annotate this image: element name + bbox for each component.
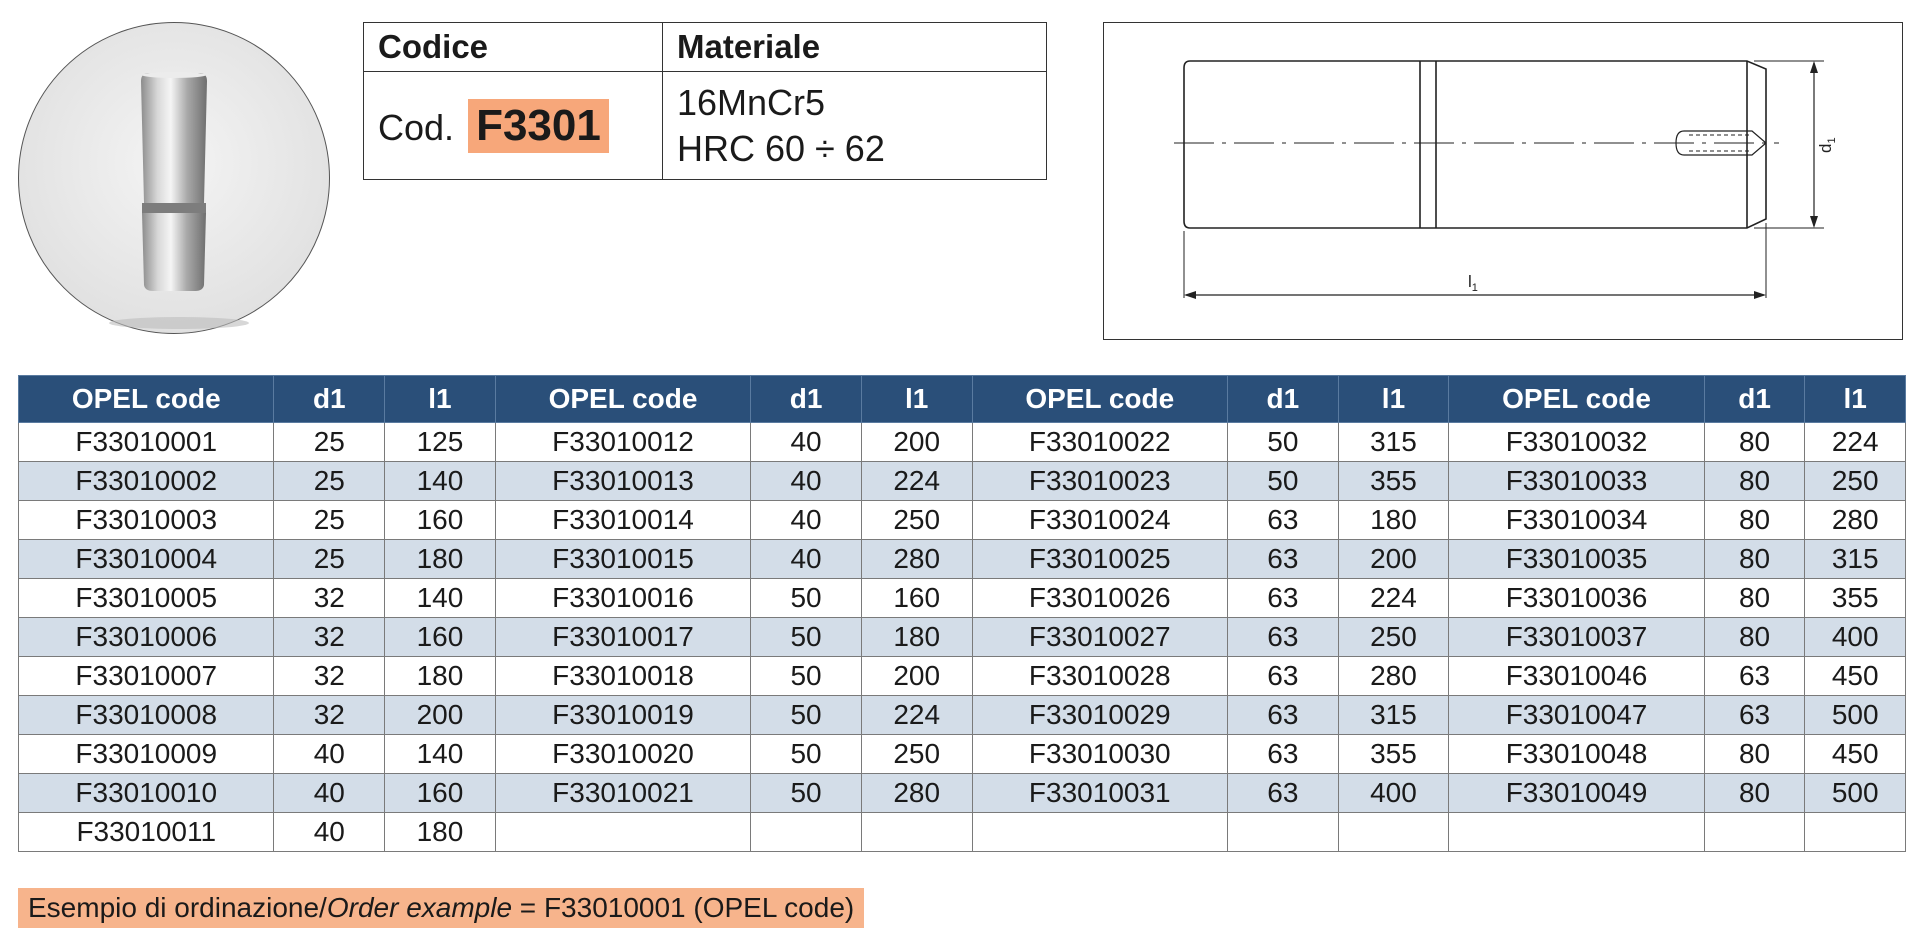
cell-opel-code: F33010018	[495, 657, 750, 696]
cell-l1: 280	[1805, 501, 1906, 540]
cell-opel-code: F33010019	[495, 696, 750, 735]
cell-opel-code: F33010020	[495, 735, 750, 774]
cell-opel-code: F33010046	[1449, 657, 1704, 696]
cell-d1: 80	[1704, 462, 1805, 501]
cell-l1: 180	[385, 657, 496, 696]
cell-opel-code: F33010011	[19, 813, 274, 852]
cell-l1: 160	[385, 501, 496, 540]
cell-d1: 63	[1228, 501, 1339, 540]
cell-opel-code: F33010026	[972, 579, 1227, 618]
header-d1: d1	[1228, 376, 1339, 423]
cell-opel-code: F33010016	[495, 579, 750, 618]
cell-l1: 315	[1338, 423, 1449, 462]
cell-d1: 25	[274, 540, 385, 579]
material-header: Materiale	[663, 23, 1047, 72]
table-row	[19, 696, 1906, 735]
spec-table	[363, 22, 1047, 180]
cell-opel-code: F33010010	[19, 774, 274, 813]
cell-d1: 63	[1228, 696, 1339, 735]
header-opel-code: OPEL code	[495, 376, 750, 423]
table-row	[19, 423, 1906, 462]
header-l1: l1	[385, 376, 496, 423]
cell-opel-code: F33010031	[972, 774, 1227, 813]
product-photo	[18, 22, 330, 334]
cell-d1: 50	[751, 696, 862, 735]
cell-opel-code: F33010024	[972, 501, 1227, 540]
cell-d1: 63	[1228, 579, 1339, 618]
code-value: F3301	[468, 99, 609, 153]
cell-l1: 500	[1805, 774, 1906, 813]
cell-opel-code: F33010048	[1449, 735, 1704, 774]
cell-d1: 32	[274, 618, 385, 657]
cell-d1: 32	[274, 657, 385, 696]
cell-l1: 280	[1338, 657, 1449, 696]
cell-l1: 180	[385, 813, 496, 852]
table-row	[19, 657, 1906, 696]
cell-l1	[1338, 813, 1449, 852]
material-grade: 16MnCr5	[677, 81, 826, 123]
d1-label: $d_1$	[1816, 137, 1838, 153]
cell-d1: 50	[751, 774, 862, 813]
cell-d1: 25	[274, 423, 385, 462]
cell-d1: 80	[1704, 501, 1805, 540]
cell-l1: 224	[861, 696, 972, 735]
cell-l1: 280	[861, 540, 972, 579]
cell-d1: 63	[1228, 657, 1339, 696]
cell-l1: 200	[1338, 540, 1449, 579]
cell-d1	[1704, 813, 1805, 852]
table-row	[19, 579, 1906, 618]
cell-opel-code	[495, 813, 750, 852]
code-prefix: Cod.	[378, 106, 455, 148]
cell-l1: 125	[385, 423, 496, 462]
cell-l1: 180	[385, 540, 496, 579]
l1-label: $l_1$	[1468, 272, 1478, 294]
cell-opel-code: F33010003	[19, 501, 274, 540]
table-row	[19, 813, 1906, 852]
cell-l1: 500	[1805, 696, 1906, 735]
header-opel-code: OPEL code	[972, 376, 1227, 423]
opel-code-table	[18, 375, 1906, 852]
cell-l1: 450	[1805, 657, 1906, 696]
table-row	[19, 501, 1906, 540]
cell-l1: 224	[1805, 423, 1906, 462]
cell-l1: 224	[861, 462, 972, 501]
cell-opel-code: F33010037	[1449, 618, 1704, 657]
header-d1: d1	[274, 376, 385, 423]
cell-opel-code: F33010035	[1449, 540, 1704, 579]
cell-d1: 40	[751, 462, 862, 501]
cell-l1: 160	[385, 774, 496, 813]
header-opel-code: OPEL code	[19, 376, 274, 423]
cell-l1: 140	[385, 462, 496, 501]
cell-d1: 80	[1704, 735, 1805, 774]
cell-opel-code: F33010021	[495, 774, 750, 813]
header-opel-code: OPEL code	[1449, 376, 1704, 423]
cell-opel-code: F33010008	[19, 696, 274, 735]
cell-l1: 400	[1338, 774, 1449, 813]
cell-l1: 224	[1338, 579, 1449, 618]
cell-l1: 140	[385, 735, 496, 774]
cell-l1: 355	[1338, 735, 1449, 774]
technical-drawing	[1103, 22, 1903, 340]
cell-l1: 200	[861, 423, 972, 462]
cell-d1: 63	[1704, 657, 1805, 696]
cell-l1: 280	[861, 774, 972, 813]
cell-opel-code: F33010023	[972, 462, 1227, 501]
table-row	[19, 735, 1906, 774]
cell-d1: 63	[1228, 540, 1339, 579]
cell-d1: 80	[1704, 423, 1805, 462]
cell-d1: 50	[751, 657, 862, 696]
cell-opel-code: F33010049	[1449, 774, 1704, 813]
table-row	[19, 774, 1906, 813]
cell-l1: 160	[385, 618, 496, 657]
cell-l1: 315	[1338, 696, 1449, 735]
cell-d1: 25	[274, 501, 385, 540]
cell-opel-code: F33010012	[495, 423, 750, 462]
cell-opel-code: F33010001	[19, 423, 274, 462]
cell-opel-code: F33010030	[972, 735, 1227, 774]
material-hardness: HRC 60 ÷ 62	[677, 127, 885, 169]
cell-d1	[751, 813, 862, 852]
cell-d1: 80	[1704, 618, 1805, 657]
cell-d1: 25	[274, 462, 385, 501]
material-cell	[663, 72, 1047, 180]
cell-l1: 180	[861, 618, 972, 657]
cell-opel-code: F33010014	[495, 501, 750, 540]
header-d1: d1	[751, 376, 862, 423]
cell-d1: 50	[1228, 423, 1339, 462]
cell-d1: 40	[274, 813, 385, 852]
cell-d1: 63	[1228, 618, 1339, 657]
cell-d1: 80	[1704, 540, 1805, 579]
cell-l1: 200	[385, 696, 496, 735]
cell-opel-code: F33010005	[19, 579, 274, 618]
cell-d1: 50	[751, 579, 862, 618]
cell-l1: 355	[1805, 579, 1906, 618]
cell-l1: 250	[1805, 462, 1906, 501]
code-cell	[364, 72, 663, 180]
cell-opel-code: F33010025	[972, 540, 1227, 579]
cell-opel-code: F33010027	[972, 618, 1227, 657]
cell-d1	[1228, 813, 1339, 852]
header-l1: l1	[1338, 376, 1449, 423]
cell-l1: 450	[1805, 735, 1906, 774]
table-row	[19, 462, 1906, 501]
cell-l1: 140	[385, 579, 496, 618]
table-row	[19, 540, 1906, 579]
cell-l1: 250	[861, 735, 972, 774]
cell-d1: 40	[751, 540, 862, 579]
cell-l1: 160	[861, 579, 972, 618]
header-l1: l1	[861, 376, 972, 423]
cell-l1: 250	[1338, 618, 1449, 657]
cell-opel-code: F33010004	[19, 540, 274, 579]
cell-opel-code: F33010032	[1449, 423, 1704, 462]
cell-d1: 40	[274, 774, 385, 813]
cell-opel-code: F33010009	[19, 735, 274, 774]
code-header: Codice	[364, 23, 663, 72]
header-l1: l1	[1805, 376, 1906, 423]
cell-opel-code: F33010036	[1449, 579, 1704, 618]
cell-d1: 40	[751, 423, 862, 462]
cell-opel-code: F33010022	[972, 423, 1227, 462]
cell-opel-code: F33010047	[1449, 696, 1704, 735]
cell-d1: 63	[1228, 774, 1339, 813]
cell-opel-code: F33010006	[19, 618, 274, 657]
cell-d1: 40	[751, 501, 862, 540]
cell-l1: 315	[1805, 540, 1906, 579]
cell-opel-code	[972, 813, 1227, 852]
cell-l1	[861, 813, 972, 852]
cell-opel-code: F33010007	[19, 657, 274, 696]
cell-opel-code: F33010034	[1449, 501, 1704, 540]
cell-opel-code: F33010028	[972, 657, 1227, 696]
cell-l1: 355	[1338, 462, 1449, 501]
cell-d1: 32	[274, 696, 385, 735]
cell-d1: 63	[1228, 735, 1339, 774]
cell-l1: 180	[1338, 501, 1449, 540]
cell-l1: 200	[861, 657, 972, 696]
cell-l1	[1805, 813, 1906, 852]
cell-d1: 63	[1704, 696, 1805, 735]
table-header-row	[19, 376, 1906, 423]
cell-opel-code: F33010029	[972, 696, 1227, 735]
order-example: Esempio di ordinazione/Order example = F33010001 (OPEL code)	[18, 888, 864, 928]
cell-l1: 400	[1805, 618, 1906, 657]
cell-opel-code: F33010015	[495, 540, 750, 579]
cell-d1: 50	[1228, 462, 1339, 501]
cell-l1: 250	[861, 501, 972, 540]
cell-d1: 32	[274, 579, 385, 618]
pin-drawing	[1104, 23, 1901, 338]
cell-opel-code: F33010033	[1449, 462, 1704, 501]
table-row	[19, 618, 1906, 657]
cell-d1: 80	[1704, 774, 1805, 813]
cell-d1: 50	[751, 735, 862, 774]
cell-opel-code	[1449, 813, 1704, 852]
cell-opel-code: F33010017	[495, 618, 750, 657]
pin-image	[19, 23, 331, 335]
cell-d1: 50	[751, 618, 862, 657]
cell-opel-code: F33010013	[495, 462, 750, 501]
cell-d1: 40	[274, 735, 385, 774]
cell-opel-code: F33010002	[19, 462, 274, 501]
cell-d1: 80	[1704, 579, 1805, 618]
header-d1: d1	[1704, 376, 1805, 423]
